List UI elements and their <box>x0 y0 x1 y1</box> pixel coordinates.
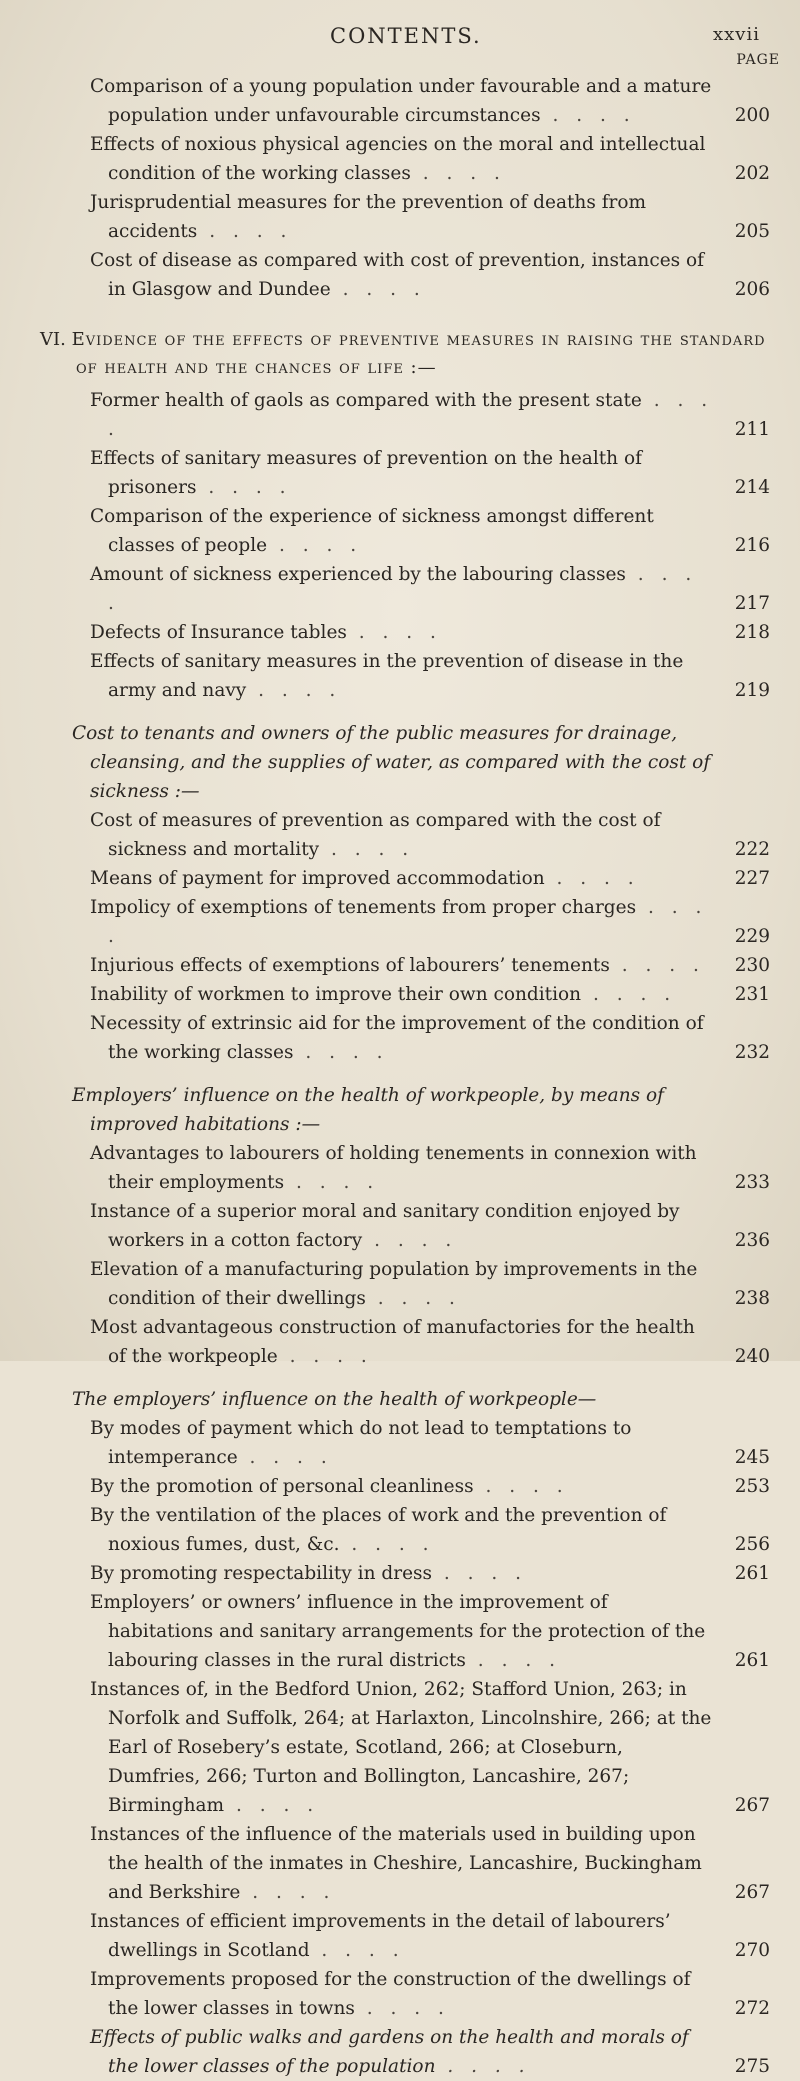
section-number: VI. <box>40 329 72 350</box>
toc-entry-text: Impolicy of exemptions of tenements from proper charges <box>90 897 637 918</box>
toc-entry-text: Employers’ or owners’ influence in the improvement of habitations and sanitary arrangements for the protection of the labouring classes in the rural districts <box>90 1592 706 1671</box>
toc-page-number: 270 <box>734 1940 770 1961</box>
page-column-label: PAGE <box>736 52 780 68</box>
dot-leader: . . . . <box>410 163 506 184</box>
toc-entry-text: Effects of sanitary measures of prevention on the health of prisoners <box>90 448 642 498</box>
dot-leader: . . . . <box>581 984 677 1005</box>
toc-entry <box>40 444 770 502</box>
toc-entry-text: Instances of efficient improvements in the detail of labourers’ dwellings in Scotland <box>90 1911 671 1961</box>
toc-entry <box>40 1472 770 1501</box>
toc-entry-text: Injurious effects of exemptions of labourers’ tenements <box>90 955 610 976</box>
dot-leader: . . . . <box>339 1534 435 1555</box>
dot-leader: . . . . <box>108 564 698 614</box>
toc-page-number: 218 <box>734 622 770 643</box>
toc-entry <box>40 1501 770 1559</box>
dot-leader: . . . . <box>240 1882 336 1903</box>
toc-entry-text: By modes of payment which do not lead to temptations to intemperance <box>90 1418 632 1468</box>
toc-page-number: 206 <box>734 279 770 300</box>
dot-leader: . . . . <box>354 1998 450 2019</box>
toc-entry-text: Defects of Insurance tables <box>90 622 347 643</box>
toc-page-number: 261 <box>734 1563 770 1584</box>
dot-leader: . . . . <box>277 1346 373 1367</box>
toc-page-number: 227 <box>734 868 770 889</box>
toc-entry <box>40 980 770 1009</box>
toc-entry <box>40 1820 770 1907</box>
dot-leader: . . . . <box>284 1172 380 1193</box>
toc-page-number: 229 <box>734 926 770 947</box>
toc-entry-text: Most advantageous construction of manufactories for the health of the workpeople <box>90 1317 695 1367</box>
dot-leader: . . . . <box>237 1447 333 1468</box>
toc-entry-text: Effects of noxious physical agencies on the moral and intellectual condition of the working classes <box>90 134 706 184</box>
dot-leader: . . . . <box>365 1288 461 1309</box>
toc-entry <box>40 1559 770 1588</box>
toc-entry-text: Necessity of extrinsic aid for the improvement of the condition of the working classes <box>90 1013 704 1063</box>
toc-entry <box>40 1009 770 1067</box>
toc-page-number: 275 <box>734 2056 770 2077</box>
toc-page-number: 232 <box>734 1042 770 1063</box>
toc-page-number: 267 <box>734 1882 770 1903</box>
toc-entry-text: Instances of the influence of the materials used in building upon the health of the inmates in Cheshire, Lancashire, Buckingham and Berkshire <box>90 1824 702 1903</box>
dot-leader: . . . . <box>108 897 708 947</box>
toc-page-number: 261 <box>734 1650 770 1671</box>
dot-leader: . . . . <box>293 1042 389 1063</box>
toc-entry <box>40 560 770 618</box>
toc-entry <box>40 130 770 188</box>
toc-entry-text: Effects of public walks and gardens on the health and morals of the lower classes of the population <box>90 2027 689 2077</box>
toc-page-number: 233 <box>734 1172 770 1193</box>
toc-page-number: 253 <box>734 1476 770 1497</box>
toc-page-number: 230 <box>734 955 770 976</box>
toc-entry-text: Elevation of a manufacturing population by improvements in the condition of their dwellings <box>90 1259 698 1309</box>
dot-leader: . . . . <box>330 279 426 300</box>
toc-entry <box>40 1907 770 1965</box>
toc-entry <box>40 618 770 647</box>
dot-leader: . . . . <box>196 477 292 498</box>
subsection-heading: Cost to tenants and owners of the public measures for drainage, cleansing, and the supplies of water, as compared with the cost of sickness :— <box>72 723 711 802</box>
toc-page-number: 256 <box>734 1534 770 1555</box>
running-header <box>0 18 800 58</box>
dot-leader: . . . . <box>435 2056 531 2077</box>
toc-page-number: 219 <box>734 680 770 701</box>
toc-page-number: 216 <box>734 535 770 556</box>
toc-entry <box>40 1139 770 1197</box>
toc-entry <box>40 951 770 980</box>
section-heading <box>40 326 770 382</box>
toc-entry <box>40 893 770 951</box>
toc-entry-text: Advantages to labourers of holding tenements in connexion with their employments <box>90 1143 697 1193</box>
table-of-contents <box>40 72 770 2081</box>
toc-entry <box>40 1313 770 1371</box>
toc-page-number: 214 <box>734 477 770 498</box>
subsection-heading: The employers’ influence on the health of workpeople— <box>72 1389 597 1410</box>
toc-entry-text: Former health of gaols as compared with the present state <box>90 390 642 411</box>
toc-page-number: 236 <box>734 1230 770 1251</box>
toc-page-number: 217 <box>734 593 770 614</box>
dot-leader: . . . . <box>346 622 442 643</box>
dot-leader: . . . . <box>197 221 293 242</box>
toc-entry <box>40 386 770 444</box>
toc-entry-text: Means of payment for improved accommodation <box>90 868 545 889</box>
toc-page-number: 267 <box>734 1795 770 1816</box>
toc-page-number: 202 <box>734 163 770 184</box>
toc-entry <box>40 647 770 705</box>
dot-leader: . . . . <box>432 1563 528 1584</box>
page-title: CONTENTS. <box>330 24 482 48</box>
toc-page-number: 211 <box>734 419 770 440</box>
toc-entry-text: Comparison of a young population under favourable and a mature population under unfavourable circumstances <box>90 76 712 126</box>
toc-page-number: 231 <box>734 984 770 1005</box>
toc-entry <box>40 188 770 246</box>
toc-entry <box>40 2023 770 2081</box>
toc-entry-text: Instance of a superior moral and sanitary condition enjoyed by workers in a cotton factory <box>90 1201 680 1251</box>
dot-leader: . . . . <box>544 868 640 889</box>
toc-page-number: 205 <box>734 221 770 242</box>
toc-entry-text: Comparison of the experience of sickness amongst different classes of people <box>90 506 654 556</box>
toc-entry-text: Instances of, in the Bedford Union, 262; Stafford Union, 263; in Norfolk and Suffolk, 264; at Harlaxton, Lincolnshire, 266; at the Earl of Rosebery’s estate, Scotland, 266; at Closeburn, Dumfries, 266; Turton and Bollington, Lancashire, 267; Birmingham <box>90 1679 712 1816</box>
toc-entry <box>40 1414 770 1472</box>
toc-entry <box>40 1675 770 1820</box>
toc-entry-text: Amount of sickness experienced by the labouring classes <box>90 564 626 585</box>
toc-page-number: 238 <box>734 1288 770 1309</box>
toc-entry-text: Cost of disease as compared with cost of prevention, instances of in Glasgow and Dundee <box>90 250 704 300</box>
page-number: xxvii <box>713 24 760 45</box>
toc-entry-text: Cost of measures of prevention as compared with the cost of sickness and mortality <box>90 810 661 860</box>
toc-entry-text: Jurisprudential measures for the prevention of deaths from accidents <box>90 192 647 242</box>
toc-entry-text: Improvements proposed for the construction of the dwellings of the lower classes in towns <box>90 1969 691 2019</box>
subsection-heading: Employers’ influence on the health of workpeople, by means of improved habitations :— <box>72 1085 664 1135</box>
dot-leader: . . . . <box>319 839 415 860</box>
toc-entry-text: Effects of sanitary measures in the prevention of disease in the army and navy <box>90 651 684 701</box>
dot-leader: . . . . <box>108 390 714 440</box>
toc-entry <box>40 806 770 864</box>
section-title: Evidence of the effects of preventive measures in raising the standard of health and the chances of life :— <box>71 329 766 378</box>
toc-page-number: 222 <box>734 839 770 860</box>
toc-page-number: 245 <box>734 1447 770 1468</box>
dot-leader: . . . . <box>224 1795 320 1816</box>
toc-entry-text: By the ventilation of the places of work and the prevention of noxious fumes, dust, &c. <box>90 1505 667 1555</box>
toc-entry <box>40 1197 770 1255</box>
toc-page-number: 240 <box>734 1346 770 1367</box>
toc-page-number: 200 <box>734 105 770 126</box>
dot-leader: . . . . <box>540 105 636 126</box>
toc-entry <box>40 1588 770 1675</box>
toc-entry <box>40 1255 770 1313</box>
toc-entry <box>40 72 770 130</box>
dot-leader: . . . . <box>309 1940 405 1961</box>
toc-entry <box>40 246 770 304</box>
dot-leader: . . . . <box>473 1476 569 1497</box>
dot-leader: . . . . <box>362 1230 458 1251</box>
toc-entry <box>40 864 770 893</box>
toc-entry <box>40 502 770 560</box>
toc-entry <box>40 1965 770 2023</box>
dot-leader: . . . . <box>609 955 705 976</box>
toc-page-number: 272 <box>734 1998 770 2019</box>
toc-entry-text: Inability of workmen to improve their own condition <box>90 984 582 1005</box>
toc-entry-text: By the promotion of personal cleanliness <box>90 1476 474 1497</box>
toc-entry-text: By promoting respectability in dress <box>90 1563 433 1584</box>
dot-leader: . . . . <box>246 680 342 701</box>
dot-leader: . . . . <box>465 1650 561 1671</box>
dot-leader: . . . . <box>267 535 363 556</box>
